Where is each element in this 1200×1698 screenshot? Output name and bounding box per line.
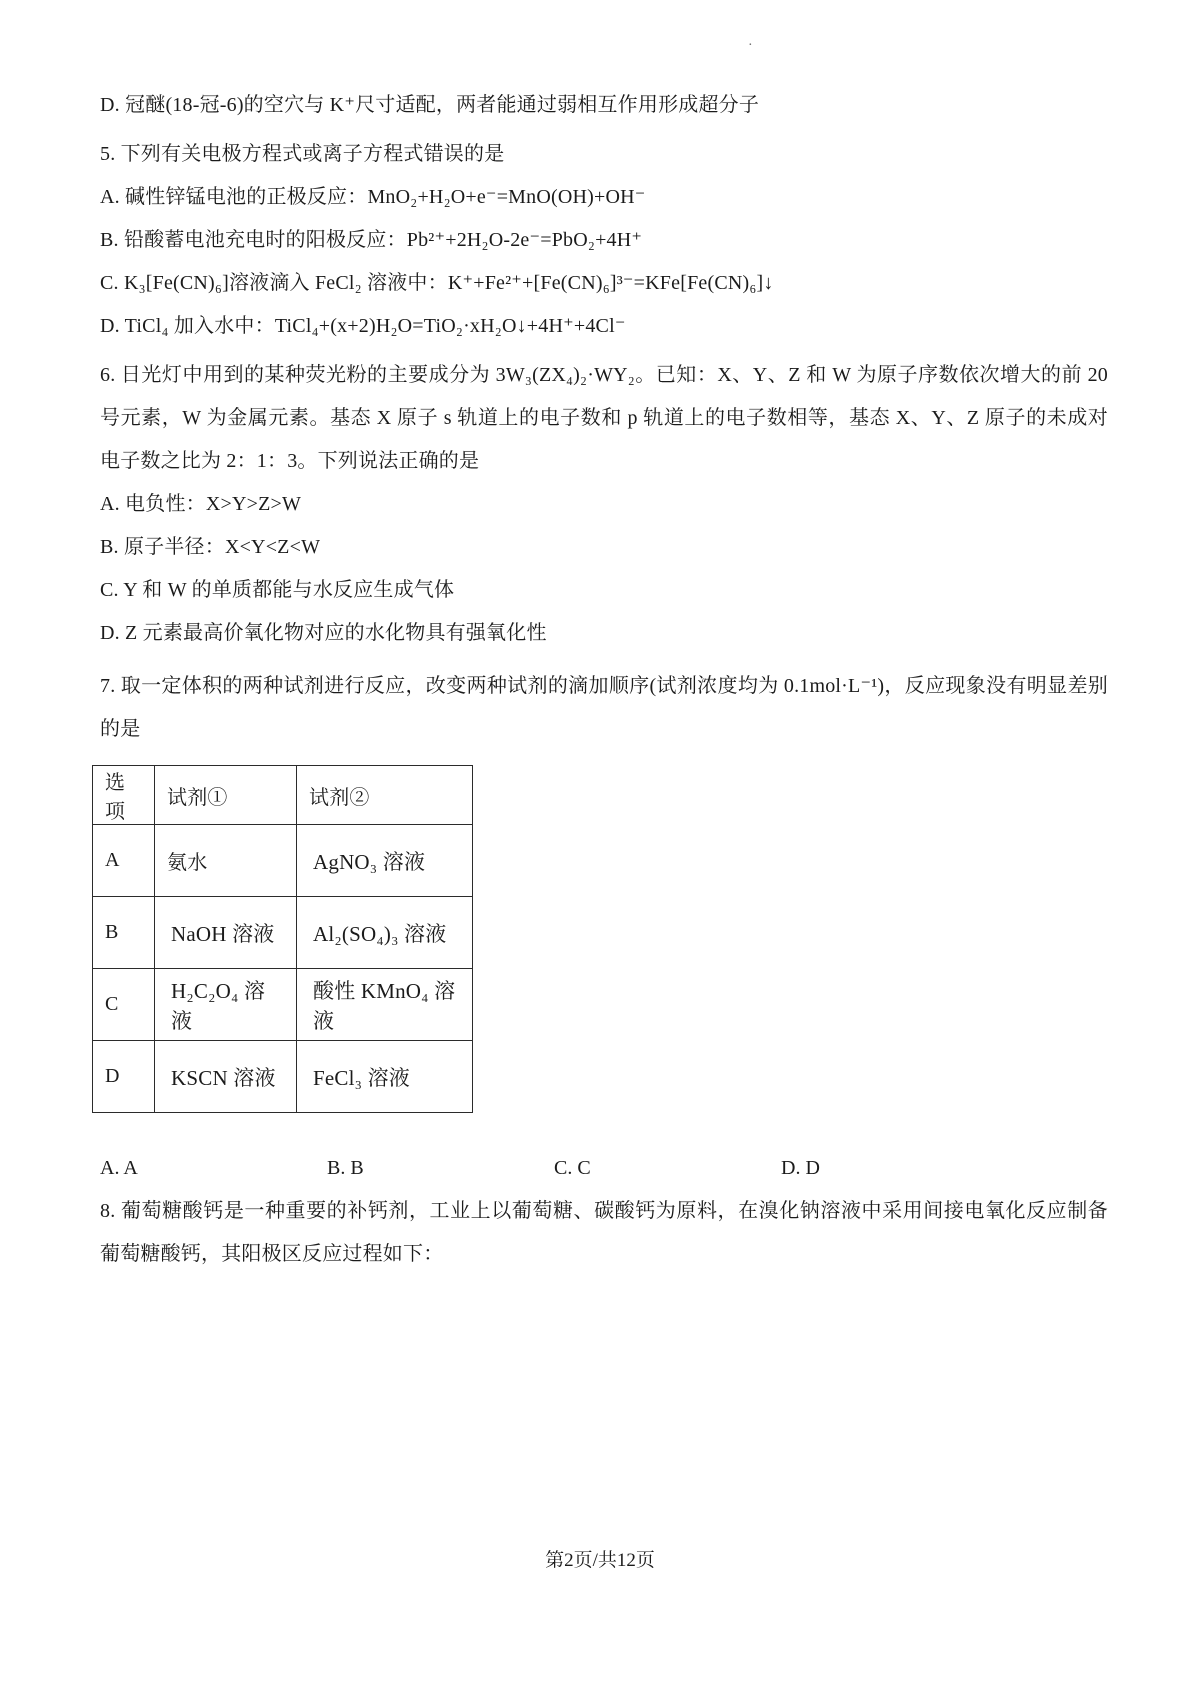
table-header-reagent1: 试剂①	[155, 766, 297, 825]
question6-option-b: B. 原子半径：X<Y<Z<W	[100, 536, 321, 558]
stray-mark: ·	[748, 38, 753, 53]
question5-option-a: A. 碱性锌锰电池的正极反应：MnO₂+H₂O+e⁻=MnO(OH)+OH⁻	[100, 186, 646, 208]
table-cell-option-a: A	[93, 825, 155, 897]
table-cell-reagent1-d: KSCN 溶液	[155, 1041, 297, 1113]
table-row-b	[93, 897, 473, 969]
question6-stem: 6. 日光灯中用到的某种荧光粉的主要成分为 3W₃(ZX₄)₂·WY₂。已知：X、Y、Z 和 W 为原子序数依次增大的前 20 号元素，W 为金属元素。基态 X 原子 s 轨道上的电子数和 p 轨道上的电子数相等，基态 X、Y、Z 原子的未成对电子数之比为 2：1：3。下列说法正确的是	[100, 364, 1108, 472]
table-cell-reagent2-b: Al₂(SO₄)₃ 溶液	[297, 897, 473, 969]
answer-option-a: A. A	[100, 1157, 138, 1179]
question5-stem: 5. 下列有关电极方程式或离子方程式错误的是	[100, 143, 505, 165]
page-footer: 第2页/共12页	[545, 1550, 655, 1571]
question7-answers-row	[100, 1157, 1108, 1180]
question6-option-d: D. Z 元素最高价氧化物对应的水化物具有强氧化性	[100, 622, 547, 644]
question4-option-d: D. 冠醚(18-冠-6)的空穴与 K⁺尺寸适配，两者能通过弱相互作用形成超分子	[100, 94, 760, 116]
table-cell-reagent2-a: AgNO₃ 溶液	[297, 825, 473, 897]
answer-option-c: C. C	[554, 1157, 591, 1179]
question5-option-d: D. TiCl₄ 加入水中：TiCl₄+(x+2)H₂O=TiO₂·xH₂O↓+4H⁺+4Cl⁻	[100, 315, 626, 337]
answer-option-b: B. B	[327, 1157, 364, 1179]
table-cell-option-c: C	[93, 969, 155, 1041]
question7-reagent-table	[92, 765, 473, 1113]
table-cell-option-b: B	[93, 897, 155, 969]
question6-option-a: A. 电负性：X>Y>Z>W	[100, 493, 302, 515]
table-cell-option-d: D	[93, 1041, 155, 1113]
table-cell-reagent1-b: NaOH 溶液	[155, 897, 297, 969]
table-header-reagent2: 试剂②	[297, 766, 473, 825]
table-header-option: 选项	[93, 766, 155, 825]
answer-option-d: D. D	[781, 1157, 820, 1179]
question5-option-b: B. 铅酸蓄电池充电时的阳极反应：Pb²⁺+2H₂O-2e⁻=PbO₂+4H⁺	[100, 229, 643, 251]
page-content	[100, 84, 1108, 1276]
question5-option-c: C. K₃[Fe(CN)₆]溶液滴入 FeCl₂ 溶液中：K⁺+Fe²⁺+[Fe(CN)₆]³⁻=KFe[Fe(CN)₆]↓	[100, 272, 774, 294]
table-row-d	[93, 1041, 473, 1113]
question7-stem: 7. 取一定体积的两种试剂进行反应，改变两种试剂的滴加顺序(试剂浓度均为 0.1mol·L⁻¹)，反应现象没有明显差别的是	[100, 675, 1108, 740]
question8-stem: 8. 葡萄糖酸钙是一种重要的补钙剂，工业上以葡萄糖、碳酸钙为原料，在溴化钠溶液中采用间接电氧化反应制备葡萄糖酸钙，其阳极区反应过程如下：	[100, 1200, 1108, 1265]
table-cell-reagent2-c: 酸性 KMnO₄ 溶液	[297, 969, 473, 1041]
question6-option-c: C. Y 和 W 的单质都能与水反应生成气体	[100, 579, 455, 601]
table-cell-reagent2-d: FeCl₃ 溶液	[297, 1041, 473, 1113]
table-row-c	[93, 969, 473, 1041]
table-cell-reagent1-c: H₂C₂O₄ 溶液	[155, 969, 297, 1041]
table-row-a	[93, 825, 473, 897]
table-cell-reagent1-a: 氨水	[155, 825, 297, 897]
table-header-row	[93, 766, 473, 825]
